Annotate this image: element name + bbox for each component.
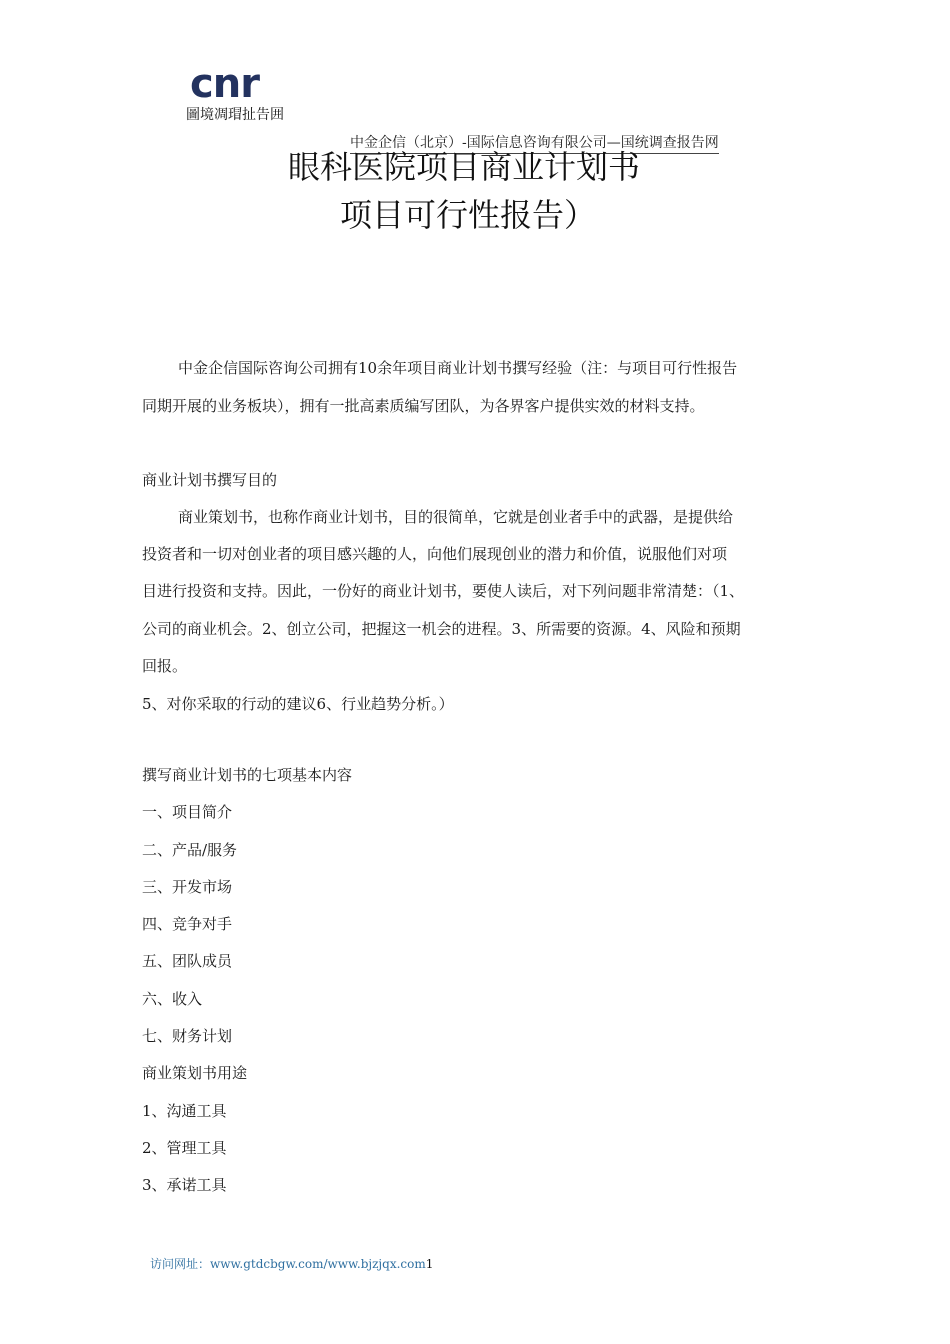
- footer-url[interactable]: 访问网址：www.gtdcbgw.com/www.bjzjqx.com: [150, 1257, 426, 1271]
- logo-text: 圖境凋瑁扯告囲: [186, 107, 284, 123]
- purpose-line: 5、对你采取的行动的建议6、行业趋势分析。）: [142, 695, 454, 713]
- list-item: 四、竞争对手: [142, 915, 233, 933]
- section-heading-purpose: 商业计划书撰写目的: [142, 471, 278, 489]
- list-item: 三、开发市场: [142, 878, 233, 896]
- company-logo: [186, 61, 284, 124]
- list-item: 2、管理工具: [142, 1139, 227, 1157]
- intro-line-1: 中金企信国际咨询公司拥有10余年项目商业计划书撰写经验（注：与项目可行性报告: [178, 359, 738, 377]
- purpose-line: 回报。: [142, 657, 188, 675]
- purpose-line: 商业策划书，也称作商业计划书，目的很简单，它就是创业者手中的武器，是提供给: [178, 508, 734, 526]
- document-title-line-2: 项目可行性报告）: [340, 196, 597, 234]
- list-item: 1、沟通工具: [142, 1102, 227, 1120]
- list-item: 3、承诺工具: [142, 1176, 227, 1194]
- logo-mark: cnr: [190, 61, 259, 107]
- document-header: 中金企信（北京）-国际信息咨询有限公司—国统调查报告网: [350, 134, 719, 154]
- section-heading-contents: 撰写商业计划书的七项基本内容: [142, 766, 353, 784]
- purpose-line: 目进行投资和支持。因此，一份好的商业计划书，要使人读后，对下列问题非常清楚：（1、: [142, 582, 745, 600]
- purpose-line: 投资者和一切对创业者的项目感兴趣的人，向他们展现创业的潜力和价值，说服他们对项: [142, 545, 728, 563]
- page-number: 1: [425, 1257, 434, 1271]
- list-item: 六、收入: [142, 990, 203, 1008]
- section-heading-uses: 商业策划书用途: [142, 1064, 248, 1082]
- list-item: 一、项目简介: [142, 803, 233, 821]
- intro-line-2: 同期开展的业务板块），拥有一批高素质编写团队，为各界客户提供实效的材料支持。: [142, 397, 705, 415]
- footer: [150, 1256, 433, 1272]
- list-item: 二、产品/服务: [142, 841, 238, 859]
- purpose-line: 公司的商业机会。2、创立公司，把握这一机会的进程。3、所需要的资源。4、风险和预期: [142, 620, 741, 638]
- document-title-line-1: 眼科医院项目商业计划书: [288, 148, 641, 186]
- list-item: 五、团队成员: [142, 952, 233, 970]
- list-item: 七、财务计划: [142, 1027, 233, 1045]
